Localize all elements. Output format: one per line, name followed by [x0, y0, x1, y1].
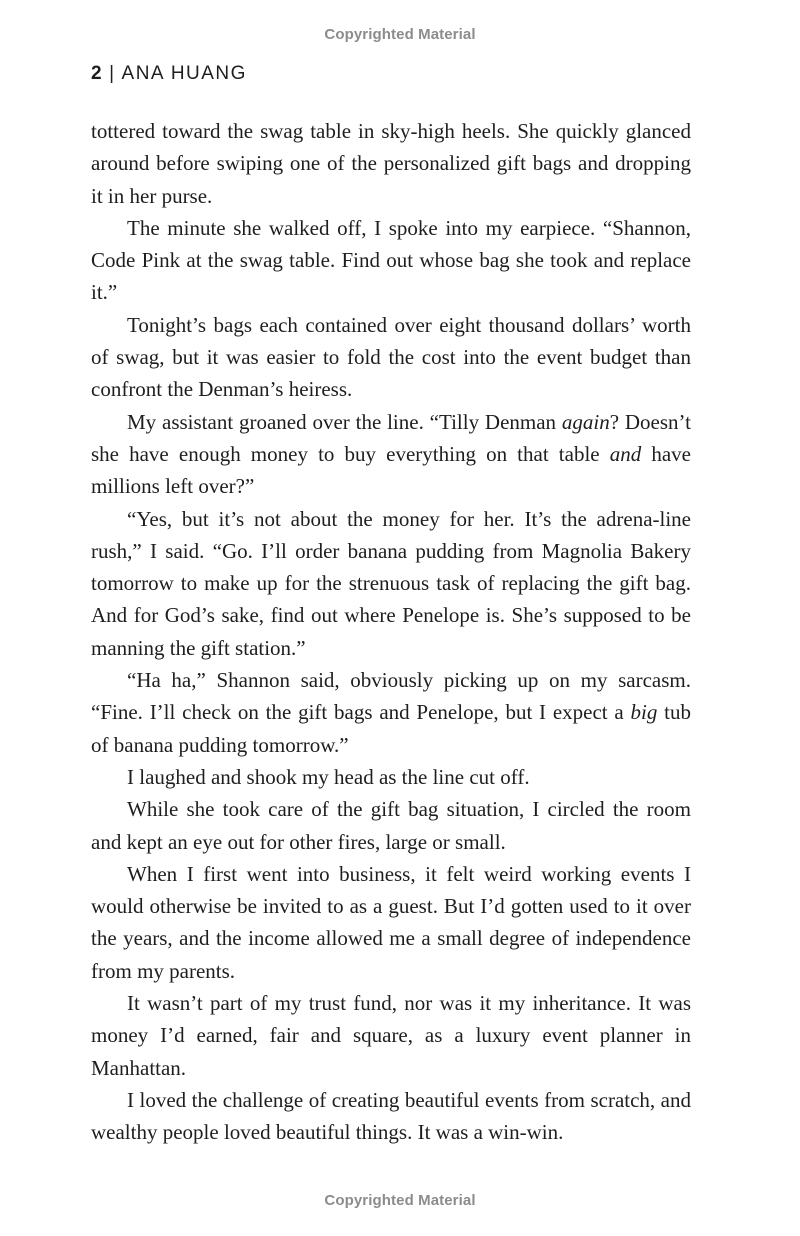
- paragraph: [91, 503, 691, 664]
- text-run: When I first went into business, it felt weird working events I would otherwise be invited to as a guest. But I’d gotten used to it over the years, and the income allowed me a small degree of independence from my parents.: [91, 861, 691, 983]
- text-run: “Ha ha,” Shannon said, obviously picking up on my sarcasm. “Fine. I’ll check on the gift bags and Penelope, but I expect a: [91, 668, 691, 725]
- paragraph: [91, 793, 691, 858]
- copyright-watermark-bottom: Copyrighted Material: [324, 1192, 476, 1209]
- body-text: [91, 115, 691, 1149]
- text-run: tub of banana pudding tomorrow.”: [91, 700, 691, 757]
- author-name: ANA HUANG: [121, 63, 247, 84]
- text-run: “Yes, but it’s not about the money for her. It’s the adrena-line rush,” I said. “Go. I’ll order banana pudding from Magnolia Bakery tomorrow to make up for the strenuous task of replacing the gift bag. And for God’s sake, find out where Penelope is. She’s supposed to be manning the gift station.”: [91, 506, 691, 660]
- paragraph: [91, 115, 691, 212]
- text-run: It wasn’t part of my trust fund, nor was it my inheritance. It was money I’d earned, fair and square, as a luxury event planner in Manhattan.: [91, 991, 691, 1080]
- text-run: ? Doesn’t she have enough money to buy everything on that table: [91, 409, 691, 466]
- italic-text-run: again: [561, 409, 610, 434]
- header-separator: |: [109, 63, 116, 84]
- text-run: The minute she walked off, I spoke into my earpiece. “Shannon, Code Pink at the swag table. Find out whose bag she took and replace it.”: [91, 215, 691, 305]
- copyright-watermark-top: Copyrighted Material: [324, 26, 476, 43]
- paragraph: [91, 858, 691, 987]
- paragraph: [91, 406, 691, 503]
- paragraph: [91, 309, 691, 406]
- paragraph: [91, 1084, 691, 1149]
- text-run: tottered toward the swag table in sky-high heels. She quickly glanced around before swiping one of the personalized gift bags and dropping it in her purse.: [91, 119, 691, 208]
- text-run: While she took care of the gift bag situation, I circled the room and kept an eye out for other fires, large or small.: [91, 797, 691, 854]
- text-run: I laughed and shook my head as the line cut off.: [127, 764, 530, 789]
- running-head: [91, 63, 247, 85]
- text-run: My assistant groaned over the line. “Tilly Denman: [127, 409, 562, 434]
- text-run: Tonight’s bags each contained over eight thousand dollars’ worth of swag, but it was easier to fold the cost into the event budget than confront the Denman’s heiress.: [91, 312, 691, 402]
- paragraph: [91, 987, 691, 1084]
- paragraph: [91, 664, 691, 761]
- italic-text-run: big: [630, 700, 658, 725]
- paragraph: [91, 212, 691, 309]
- text-run: have millions left over?”: [91, 441, 691, 499]
- paragraph: [91, 761, 691, 793]
- text-run: I loved the challenge of creating beautiful events from scratch, and wealthy people loved beautiful things. It was a win-win.: [91, 1087, 691, 1145]
- italic-text-run: and: [609, 441, 642, 466]
- page-number: 2: [91, 63, 104, 84]
